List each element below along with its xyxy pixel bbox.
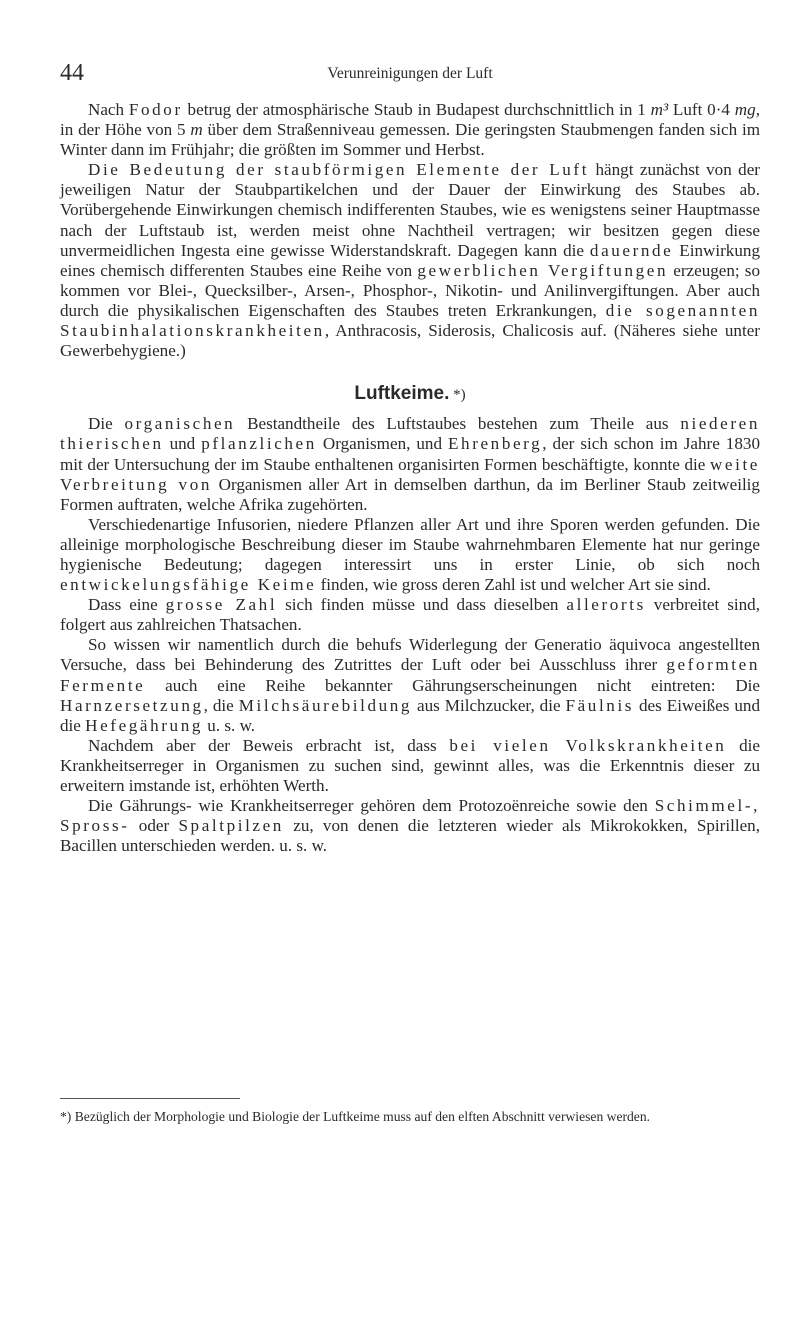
text-run: Nachdem aber der Beweis erbracht ist, dass	[88, 735, 450, 755]
text-run: über dem Straßenniveau gemessen. Die geringsten Staubmengen fanden sich im Winter dann im Frühjahr; die größten im Sommer und Herbst.	[60, 120, 760, 160]
emphasis: allerorts	[566, 595, 646, 615]
text-run: finden, wie gross deren Zahl ist und welcher Art sie sind.	[316, 575, 711, 595]
emphasis: Die Bedeutung der staubförmigen Elemente der Luft	[88, 160, 590, 180]
emphasis: entwickelungsfähige Keime	[60, 575, 317, 595]
text-run: Die	[88, 414, 125, 434]
text-run: hängt zunächst von der jeweiligen Natur der Staubpartikelchen und der Dauer der Einwirkung des Staubes ab. Vorübergehende Einwirkungen chemisch indifferenten Staubes, wie es wenigstens seiner Hauptmasse nach der Luftstaub ist, werden meist ohne Nachtheil vertragen; wir besitzen gegen diese unvermeidlichen Ingesta eine gewisse Widerstandskraft. Dagegen kann die	[60, 160, 760, 260]
emphasis: organischen	[124, 414, 236, 434]
emphasis: weite Verbreitung von	[60, 454, 760, 494]
text-run: Luft 0·4	[668, 100, 735, 119]
emphasis: gewerblichen Vergiftungen	[417, 260, 669, 280]
text-run: betrug der atmosphärische Staub in Budapest durchschnittlich in 1	[182, 100, 651, 119]
text-run: Die Gährungs- wie Krankheitserreger gehören dem Protozoënreiche sowie den	[88, 796, 655, 816]
text-run: Verschiedenartige Infusorien, niedere Pflanzen aller Art und ihre Sporen werden gefunden. Die alleinige morphologische Beschreibung dieser im Staube wahrnehmbaren Elemente hat nur geringe hygienische Bedeutung; dagegen interessirt uns in erster Linie, ob sich noch	[60, 514, 760, 574]
emphasis: Schimmel-, Spross-	[60, 796, 760, 836]
author-name: Fodor	[128, 100, 183, 119]
emphasis: grosse Zahl	[165, 595, 278, 615]
paragraph	[60, 160, 760, 361]
emphasis: geformten Fermente	[60, 655, 760, 695]
footnote: *) Bezüglich der Morphologie und Biologie der Luftkeime muss auf den elften Abschnitt verwiesen werden.	[60, 1109, 651, 1124]
emphasis: Milchsäurebildung	[238, 695, 413, 715]
unit: mg	[734, 100, 756, 119]
author-name: Ehrenberg	[448, 434, 543, 454]
text-run: , die	[203, 695, 239, 715]
text-run: Nach	[88, 100, 129, 119]
emphasis: pflanzlichen	[201, 434, 317, 454]
paragraph	[60, 796, 760, 856]
emphasis: Hefegährung	[85, 715, 203, 735]
text-run: und	[163, 434, 202, 454]
emphasis: Harnzersetzung	[60, 695, 204, 715]
body-text	[60, 100, 760, 856]
text-run: Bestandtheile des Luftstaubes bestehen zum Theile aus	[235, 414, 681, 434]
footnote-divider	[60, 1098, 240, 1099]
footnote-marker: *)	[449, 387, 466, 404]
unit: m	[190, 120, 203, 140]
text-run: , in der Höhe von 5	[60, 100, 760, 140]
text-run: Organismen, und	[316, 434, 448, 454]
paragraph	[60, 595, 760, 635]
text-run: So wissen wir namentlich durch die behufs Widerlegung der Generatio äquivoca angestellten Versuche, dass bei Behinderung des Zutrittes der Luft oder bei Ausschluss ihrer	[60, 635, 760, 675]
text-run: erzeugen; so kommen vor Blei-, Quecksilber-, Arsen-, Phosphor-, Nikotin- und Anilinvergiftungen. Aber auch durch die physikalischen Eigenschaften des Staubes treten Erkrankungen,	[60, 260, 760, 320]
emphasis: dauernde	[589, 240, 674, 260]
text-run: verbreitet sind, folgert aus zahlreichen Thatsachen.	[60, 595, 760, 635]
text-run: aus Milchzucker, die	[412, 695, 566, 715]
text-run: , der sich schon im Jahre 1830 mit der Untersuchung der im Staube enthaltenen organisirten Formen beschäftigte, konnte die	[60, 434, 760, 474]
emphasis: bei vielen Volkskrankheiten	[449, 735, 727, 755]
paragraph	[60, 736, 760, 796]
paragraph	[60, 515, 760, 595]
text-run: Dass eine	[88, 595, 166, 615]
text-run: sich finden müsse und dass dieselben	[277, 595, 567, 615]
paragraph	[60, 100, 760, 160]
text-run: , Anthracosis, Siderosis, Chalicosis auf. (Näheres siehe unter Gewerbehygiene.)	[60, 321, 760, 361]
section-title: Luftkeime.	[354, 383, 450, 405]
page-number: 44	[60, 60, 84, 86]
text-run: auch eine Reihe bekannter Gährungserscheinungen nicht eintreten: Die	[145, 675, 760, 695]
text-run: Einwirkung eines chemisch differenten Staubes eine Reihe von	[60, 240, 760, 280]
emphasis: Fäulnis	[565, 695, 635, 715]
text-run: u. s. w.	[203, 715, 256, 735]
text-run: die Krankheitserreger in Organismen zu suchen sind, gewinnt alles, was die Erkenntnis dieser zu erweitern imstande ist, erhöhten Werth.	[60, 735, 760, 795]
text-run: oder	[129, 816, 179, 836]
emphasis: die sogenannten Staubinhalationskrankheiten	[60, 300, 760, 341]
section-heading	[60, 384, 760, 405]
unit: m³	[650, 100, 669, 119]
paragraph	[60, 414, 760, 514]
text-run: zu, von denen die letzteren wieder als Mikrokokken, Spirillen, Bacillen unterschieden werden. u. s. w.	[60, 816, 760, 856]
running-title: Verunreinigungen der Luft	[327, 65, 493, 82]
page-header	[60, 60, 760, 88]
text-run: Organismen aller Art in demselben darthun, da im Berliner Staub zeitweilig Formen auftraten, welche Afrika zugehörten.	[60, 474, 760, 514]
paragraph	[60, 635, 760, 735]
emphasis: Spaltpilzen	[178, 816, 284, 836]
text-run: des Eiweißes und die	[60, 695, 760, 735]
emphasis: niederen thierischen	[60, 414, 760, 454]
